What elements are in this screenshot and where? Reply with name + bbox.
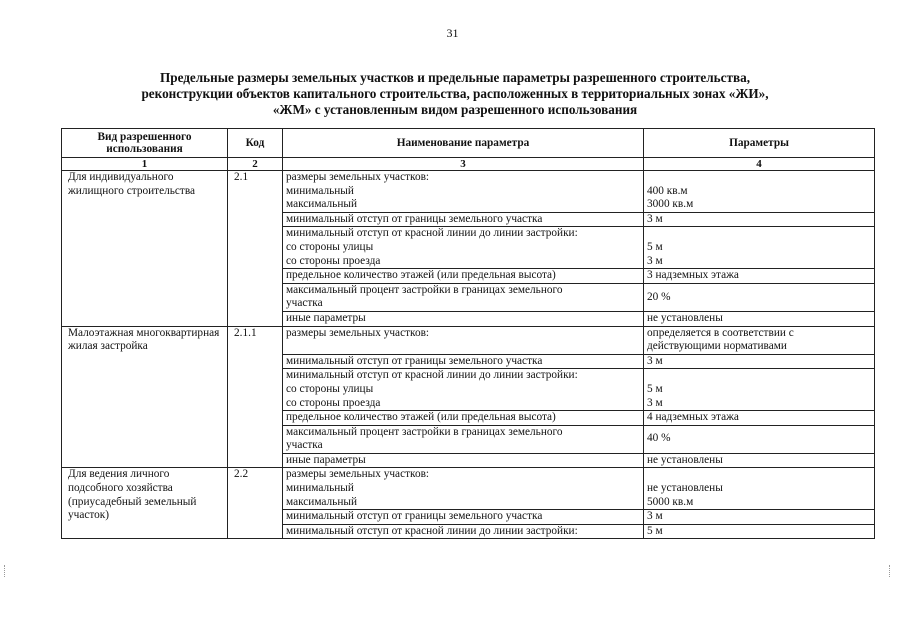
param-value-cell xyxy=(644,453,875,468)
param-name-cell xyxy=(283,354,644,369)
param-value-line: не установлены xyxy=(647,482,723,495)
param-name-line: размеры земельных участков: xyxy=(286,171,430,183)
param-value-cell xyxy=(644,425,875,453)
param-name-line: со стороны улицы xyxy=(286,240,374,253)
param-value-line: определяется в соответствии с xyxy=(647,326,794,339)
title-line: Предельные размеры земельных участков и предельные параметры разрешенного строительства, xyxy=(159,70,750,85)
col-number: 2 xyxy=(228,158,283,171)
param-name-cell xyxy=(283,369,644,411)
param-value-line: 5 м xyxy=(647,382,663,395)
use-type-cell: Малоэтажная многоквартирная жилая застройка xyxy=(62,326,228,468)
param-name-line: минимальный xyxy=(286,482,354,495)
code-cell: 2.2 xyxy=(228,468,283,539)
param-value-line: 3 м xyxy=(647,510,663,523)
param-name-line: иные параметры xyxy=(286,311,366,324)
param-value-cell xyxy=(644,354,875,369)
table-row xyxy=(62,468,875,510)
param-value-cell xyxy=(644,283,875,311)
param-value-line: не установлены xyxy=(647,311,723,324)
param-name-line: иные параметры xyxy=(286,453,366,466)
document-title xyxy=(60,70,850,118)
param-name-line: предельное количество этажей (или предельная высота) xyxy=(286,411,556,424)
table-row xyxy=(62,326,875,354)
param-value-line: 3 м xyxy=(647,396,663,409)
param-name-cell xyxy=(283,510,644,525)
page-number: 31 xyxy=(446,26,459,40)
param-name-cell xyxy=(283,326,644,354)
param-value-line: действующими нормативами xyxy=(647,340,787,353)
param-value-line: 4 надземных этажа xyxy=(647,411,739,424)
title-line: реконструкции объектов капитального строительства, расположенных в территориальных зонах «ЖИ», xyxy=(141,86,769,101)
param-name-cell xyxy=(283,524,644,539)
param-value-line: 5 м xyxy=(647,240,663,253)
param-value-line: 3 надземных этажа xyxy=(647,269,739,282)
code-cell: 2.1 xyxy=(228,171,283,327)
param-value-cell xyxy=(644,326,875,354)
param-value-line: не установлены xyxy=(647,453,723,466)
spacer xyxy=(647,227,871,241)
param-name-line: минимальный отступ от красной линии до линии застройки: xyxy=(286,369,578,382)
param-name-line: минимальный отступ от красной линии до линии застройки: xyxy=(286,227,578,240)
param-name-line: участка xyxy=(286,297,323,310)
param-name-line: минимальный отступ от границы земельного участка xyxy=(286,212,543,225)
title-line: «ЖМ» с установленным видом разрешенного использования xyxy=(272,102,638,117)
param-name-line: размеры земельных участков: xyxy=(286,468,430,481)
param-name-line: минимальный отступ от красной линии до линии застройки: xyxy=(286,524,578,537)
column-number-row xyxy=(62,158,875,171)
param-name-line: максимальный xyxy=(286,495,358,508)
param-value-line: 3 м xyxy=(647,254,663,267)
param-name-line: максимальный процент застройки в границах земельного xyxy=(286,283,563,296)
parameters-table xyxy=(61,128,875,539)
param-value-cell xyxy=(644,369,875,411)
col-number: 1 xyxy=(62,158,228,171)
param-value-line: 20 % xyxy=(647,290,671,303)
param-name-line: участка xyxy=(286,439,323,452)
param-name-cell xyxy=(283,468,644,510)
col-number: 4 xyxy=(644,158,875,171)
header-code: Код xyxy=(228,129,283,158)
param-value-line: 5 м xyxy=(647,524,663,537)
param-value-line: 3 м xyxy=(647,212,663,225)
param-name-cell xyxy=(283,269,644,284)
scan-margin-mark xyxy=(889,565,893,577)
param-name-line: со стороны проезда xyxy=(286,396,381,409)
param-name-line: предельное количество этажей (или предельная высота) xyxy=(286,269,556,282)
param-name-line: размеры земельных участков: xyxy=(286,326,430,339)
param-value-cell xyxy=(644,212,875,227)
param-name-line: максимальный процент застройки в границах земельного xyxy=(286,425,563,438)
header-use-type: Вид разрешенного использования xyxy=(62,129,228,158)
param-name-line: минимальный отступ от границы земельного участка xyxy=(286,354,543,367)
param-value-cell xyxy=(644,510,875,525)
param-name-line: со стороны проезда xyxy=(286,254,381,267)
param-value-cell xyxy=(644,269,875,284)
param-name-cell xyxy=(283,212,644,227)
param-name-cell xyxy=(283,411,644,426)
param-name-cell xyxy=(283,453,644,468)
spacer xyxy=(647,171,871,185)
param-value-line: 400 кв.м xyxy=(647,184,688,197)
param-value-cell xyxy=(644,227,875,269)
param-name-line: со стороны улицы xyxy=(286,382,374,395)
spacer xyxy=(647,369,871,383)
table-body xyxy=(62,171,875,539)
param-value-cell xyxy=(644,468,875,510)
param-name-line: минимальный отступ от границы земельного участка xyxy=(286,510,543,523)
scan-margin-mark xyxy=(4,565,8,577)
param-name-cell xyxy=(283,425,644,453)
param-value-cell xyxy=(644,524,875,539)
header-param-name: Наименование параметра xyxy=(283,129,644,158)
param-value-line: 5000 кв.м xyxy=(647,495,694,508)
param-value-line: 3000 кв.м xyxy=(647,198,694,211)
param-name-cell xyxy=(283,283,644,311)
use-type-cell: Для ведения личного подсобного хозяйства (приусадебный земельный участок) xyxy=(62,468,228,539)
param-value-cell xyxy=(644,311,875,326)
spacer xyxy=(647,468,871,482)
table-header-row xyxy=(62,129,875,158)
param-value-line: 3 м xyxy=(647,354,663,367)
param-value-cell xyxy=(644,171,875,213)
param-name-cell xyxy=(283,311,644,326)
table-row xyxy=(62,171,875,213)
use-type-cell: Для индивидуального жилищного строительства xyxy=(62,171,228,327)
param-name-line: максимальный xyxy=(286,198,358,211)
param-name-cell xyxy=(283,171,644,213)
col-number: 3 xyxy=(283,158,644,171)
code-cell: 2.1.1 xyxy=(228,326,283,468)
param-name-cell xyxy=(283,227,644,269)
param-value-cell xyxy=(644,411,875,426)
header-params: Параметры xyxy=(644,129,875,158)
param-name-line: минимальный xyxy=(286,184,354,197)
param-value-line: 40 % xyxy=(647,432,671,445)
